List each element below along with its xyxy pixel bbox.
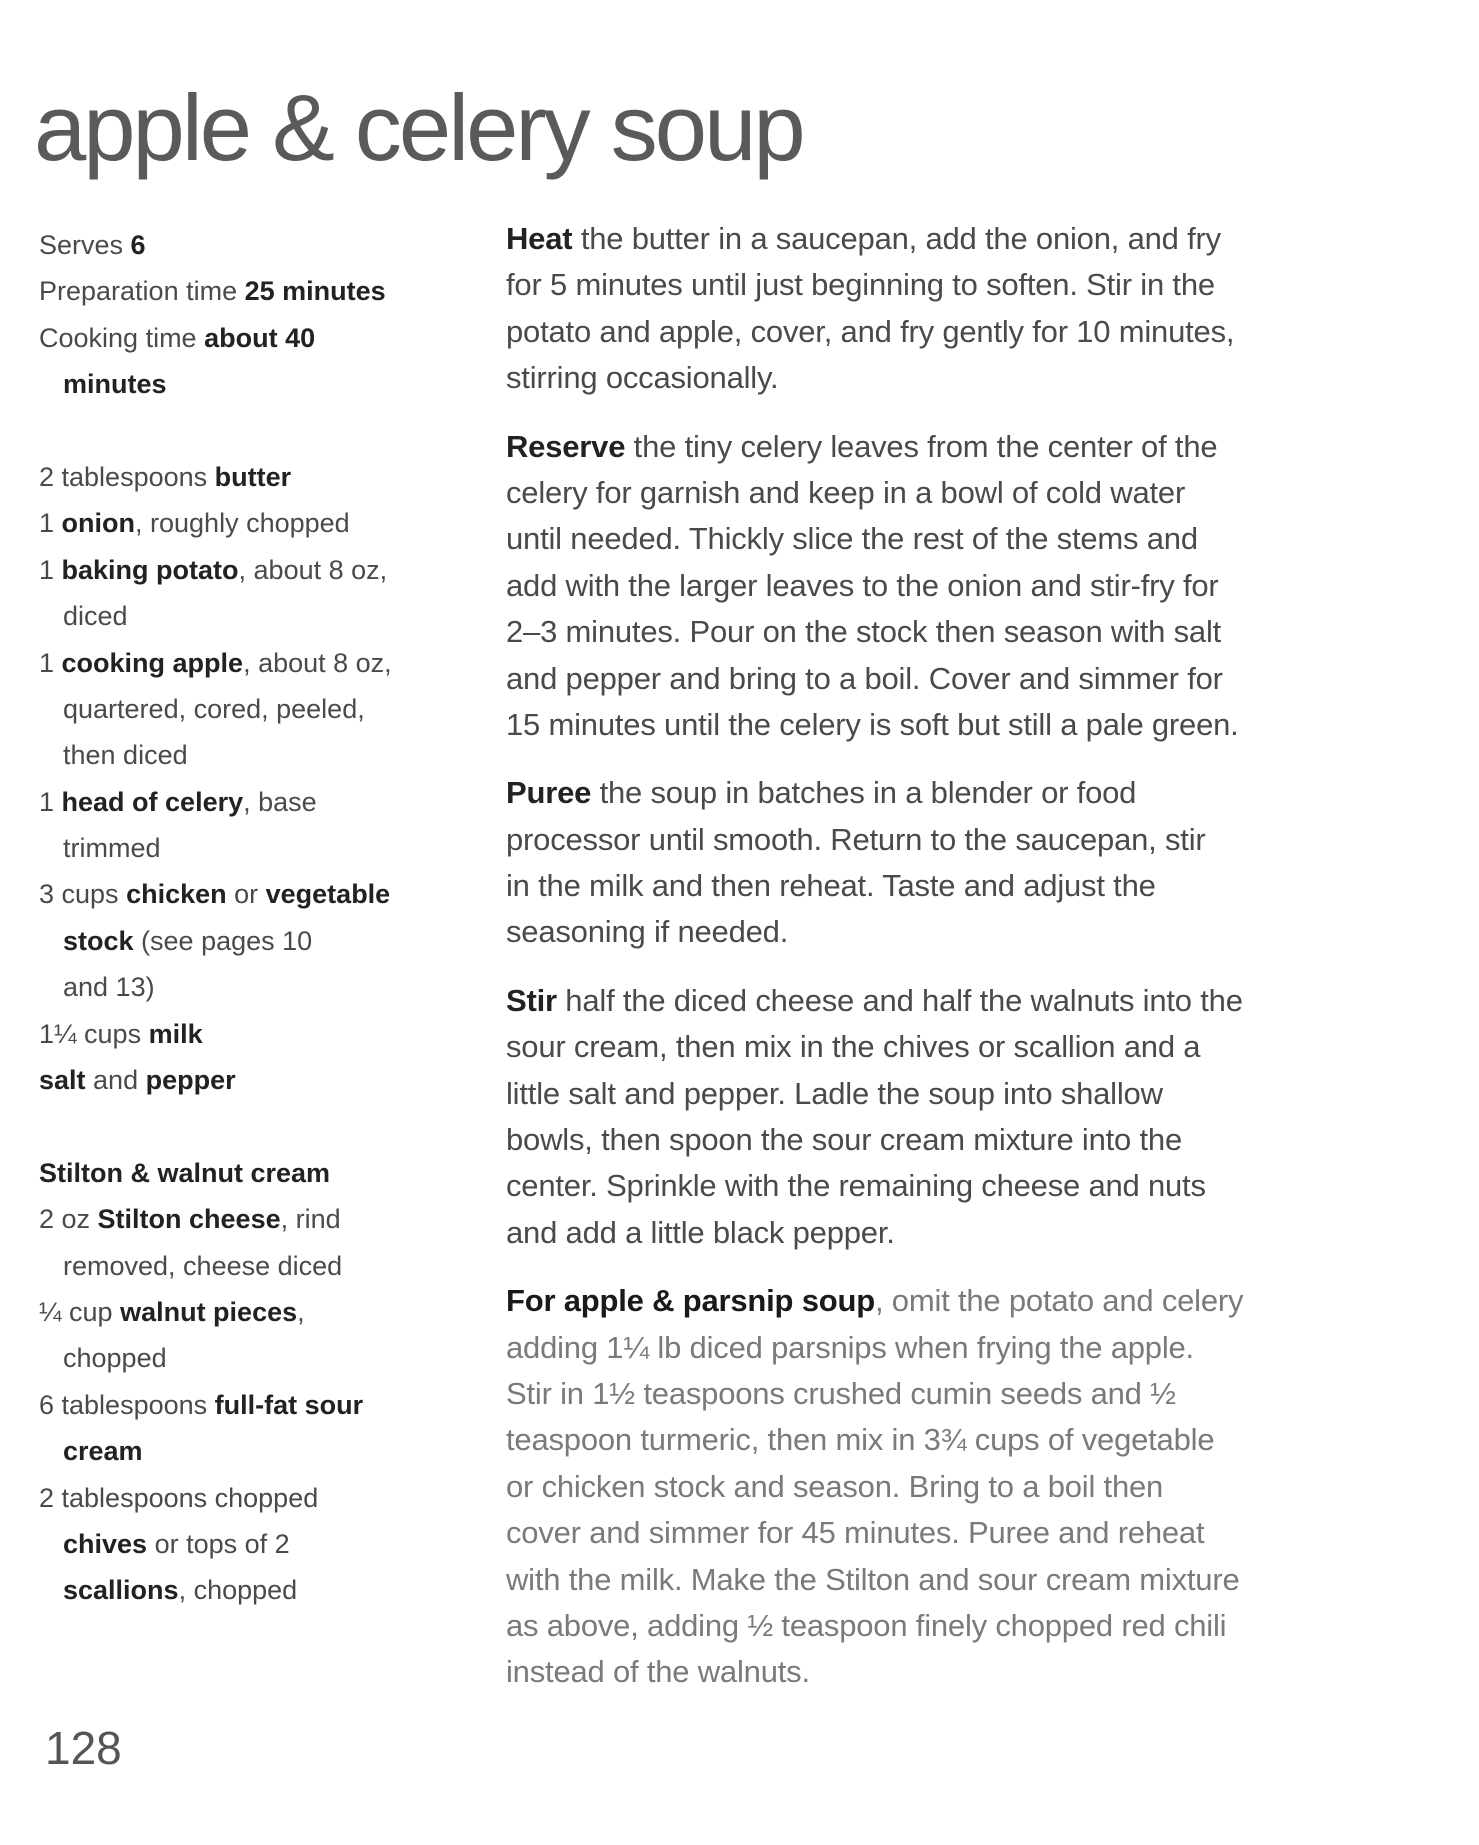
method-line — [506, 355, 1243, 401]
text: , base — [243, 786, 317, 817]
method-line — [506, 702, 1243, 748]
method-line — [506, 1024, 1243, 1070]
method-line — [506, 262, 1243, 308]
text: half the diced cheese and half the walnuts into the — [556, 982, 1243, 1018]
method-line — [506, 656, 1243, 702]
ingredient-line — [39, 1150, 392, 1196]
bold-text: For apple & parsnip soup — [506, 1283, 875, 1319]
text: (see pages 10 — [133, 925, 313, 956]
text: 6 tablespoons — [39, 1389, 215, 1420]
bold-text: minutes — [63, 369, 167, 400]
method-line — [506, 424, 1243, 470]
bold-text: chicken — [126, 879, 227, 910]
recipe-info — [39, 222, 392, 408]
text: quartered, cored, peeled, — [63, 693, 365, 724]
text: in the milk and then reheat. Taste and adjust the — [506, 868, 1156, 904]
method-line — [506, 1557, 1243, 1603]
text: 2 tablespoons — [39, 461, 215, 492]
text: or — [226, 879, 266, 910]
ingredient-line — [39, 1521, 392, 1567]
ingredient-line — [39, 1011, 392, 1057]
text: sour cream, then mix in the chives or scallion and a — [506, 1029, 1201, 1065]
text: 15 minutes until the celery is soft but still a pale green. — [506, 706, 1239, 742]
text: potato and apple, cover, and fry gently for 10 minutes, — [506, 313, 1235, 349]
text: processor until smooth. Return to the saucepan, stir — [506, 821, 1206, 857]
bold-text: Reserve — [506, 428, 626, 464]
text: and pepper and bring to a boil. Cover and simmer for — [506, 660, 1223, 696]
method-line — [506, 1325, 1243, 1371]
method-line — [506, 609, 1243, 655]
method-line — [506, 1278, 1243, 1324]
text: the soup in batches in a blender or food — [591, 775, 1137, 811]
text: or tops of 2 — [147, 1528, 290, 1559]
text: the butter in a saucepan, add the onion, and fry — [572, 221, 1221, 256]
text: or chicken stock and season. Bring to a boil then — [506, 1468, 1164, 1504]
text: 1 — [39, 554, 62, 585]
ingredient-line — [39, 779, 392, 825]
bold-text: Heat — [506, 221, 573, 256]
ingredient-line — [39, 1475, 392, 1521]
text: Stir in 1½ teaspoons crushed cumin seeds and ½ — [506, 1375, 1176, 1411]
ingredient-line — [39, 1382, 392, 1428]
bold-text: milk — [148, 1018, 203, 1049]
text: Cooking time — [39, 322, 205, 353]
text: adding 1¼ lb diced parsnips when frying the apple. — [506, 1329, 1194, 1365]
text: 1 — [39, 786, 62, 817]
bold-text: Stir — [506, 982, 557, 1018]
method-line — [506, 1117, 1243, 1163]
text: for 5 minutes until just beginning to soften. Stir in the — [506, 267, 1215, 303]
text: , roughly chopped — [135, 508, 350, 539]
text: Preparation time — [39, 276, 245, 307]
text: instead of the walnuts. — [506, 1654, 810, 1690]
variation-apple-parsnip — [506, 1278, 1243, 1696]
method-line — [506, 309, 1243, 355]
method-line — [506, 1510, 1243, 1556]
text: stirring occasionally. — [506, 360, 779, 396]
method-line — [506, 1649, 1243, 1695]
method-line — [506, 1371, 1243, 1417]
method-line — [506, 978, 1243, 1024]
ingredient-line — [39, 825, 392, 871]
method-line — [506, 1163, 1243, 1209]
text: 1¼ cups — [39, 1018, 149, 1049]
text: celery for garnish and keep in a bowl of cold water — [506, 474, 1186, 510]
method-column — [506, 216, 1243, 1696]
text: seasoning if needed. — [506, 914, 789, 950]
ingredient-line — [39, 500, 392, 546]
bold-text: 6 — [130, 230, 146, 260]
ingredient-line — [39, 1289, 392, 1335]
text: bowls, then spoon the sour cream mixture into the — [506, 1122, 1182, 1158]
ingredient-line — [39, 1567, 392, 1613]
ingredient-line — [39, 640, 392, 686]
text: and — [85, 1065, 146, 1096]
text: , about 8 oz, — [238, 554, 388, 585]
bold-text: salt — [39, 1065, 86, 1096]
text: 2 oz — [39, 1204, 98, 1235]
bold-text: head of celery — [61, 786, 244, 817]
bold-text: 25 minutes — [244, 276, 386, 307]
text: little salt and pepper. Ladle the soup into shallow — [506, 1075, 1163, 1111]
bold-text: Puree — [506, 775, 592, 811]
method-line — [506, 1603, 1243, 1649]
method-line — [506, 1071, 1243, 1117]
text: then diced — [63, 740, 188, 771]
method-line — [506, 1464, 1243, 1510]
step-stir — [506, 978, 1243, 1256]
step-reserve — [506, 424, 1243, 749]
method-line — [506, 770, 1243, 816]
step-puree — [506, 770, 1243, 956]
bold-text: full-fat sour — [214, 1389, 364, 1420]
text: removed, cheese diced — [63, 1250, 343, 1281]
method-line — [506, 1417, 1243, 1463]
text: with the milk. Make the Stilton and sour cream mixture — [506, 1561, 1240, 1597]
bold-text: butter — [214, 461, 292, 492]
method-line — [506, 516, 1243, 562]
bold-text: vegetable — [265, 879, 391, 910]
bold-text: about 40 — [204, 322, 316, 353]
ingredient-line — [39, 1057, 392, 1103]
bold-text: pepper — [145, 1065, 236, 1096]
text: cover and simmer for 45 minutes. Puree and reheat — [506, 1515, 1205, 1551]
ingredient-line — [39, 1428, 392, 1474]
bold-text: stock — [63, 925, 134, 956]
bold-text: cooking apple — [61, 647, 244, 678]
text: add with the larger leaves to the onion and stir-fry for — [506, 567, 1219, 603]
bold-text: Stilton cheese — [97, 1204, 281, 1235]
ingredient-line — [39, 268, 392, 314]
page-number: 128 — [45, 1722, 122, 1774]
text: 2–3 minutes. Pour on the stock then season with salt — [506, 614, 1222, 650]
ingredient-line — [39, 1243, 392, 1289]
ingredient-line — [39, 964, 392, 1010]
ingredient-line — [39, 1196, 392, 1242]
method-line — [506, 470, 1243, 516]
stilton-walnut-cream — [39, 1150, 392, 1614]
text: Serves — [39, 230, 131, 260]
ingredients — [39, 454, 392, 1103]
method-line — [506, 817, 1243, 863]
bold-text: walnut pieces — [120, 1296, 298, 1327]
text: teaspoon turmeric, then mix in 3¾ cups of vegetable — [506, 1422, 1215, 1458]
ingredient-line — [39, 361, 392, 407]
recipe-title: apple & celery soup — [34, 74, 803, 180]
text: 1 — [39, 647, 62, 678]
method-line — [506, 909, 1243, 955]
ingredient-line — [39, 732, 392, 778]
ingredient-line — [39, 222, 392, 268]
text: diced — [63, 601, 128, 632]
ingredient-line — [39, 1335, 392, 1381]
ingredient-line — [39, 686, 392, 732]
text: trimmed — [63, 833, 161, 864]
method-line — [506, 863, 1243, 909]
text: 3 cups — [39, 879, 127, 910]
text: 2 tablespoons chopped — [39, 1482, 319, 1513]
text: , about 8 oz, — [243, 647, 392, 678]
method-line — [506, 563, 1243, 609]
bold-text: cream — [63, 1436, 143, 1467]
text: , — [297, 1296, 305, 1327]
text: 1 — [39, 508, 62, 539]
text: until needed. Thickly slice the rest of the stems and — [506, 521, 1198, 557]
text: , chopped — [178, 1575, 298, 1606]
text: chopped — [63, 1343, 167, 1374]
method-line — [506, 1210, 1243, 1256]
step-heat — [506, 216, 1243, 402]
bold-text: scallions — [63, 1575, 179, 1606]
text: the tiny celery leaves from the center of the — [625, 428, 1218, 464]
ingredient-line — [39, 547, 392, 593]
text: center. Sprinkle with the remaining cheese and nuts — [506, 1168, 1206, 1204]
text: ¼ cup — [39, 1296, 121, 1327]
text: and 13) — [63, 972, 155, 1003]
method-line — [506, 216, 1243, 262]
bold-text: onion — [61, 508, 136, 539]
text: and add a little black pepper. — [506, 1214, 895, 1250]
ingredient-line — [39, 454, 392, 500]
ingredient-line — [39, 871, 392, 917]
text: , omit the potato and celery — [874, 1283, 1244, 1319]
text: , rind — [280, 1204, 341, 1235]
bold-text: chives — [63, 1528, 148, 1559]
text: as above, adding ½ teaspoon finely chopped red chili — [506, 1607, 1227, 1643]
ingredient-line — [39, 593, 392, 639]
ingredients-column — [39, 222, 392, 1614]
bold-text: baking potato — [61, 554, 239, 585]
ingredient-line — [39, 918, 392, 964]
bold-text: Stilton & walnut cream — [39, 1157, 331, 1188]
ingredient-line — [39, 315, 392, 361]
